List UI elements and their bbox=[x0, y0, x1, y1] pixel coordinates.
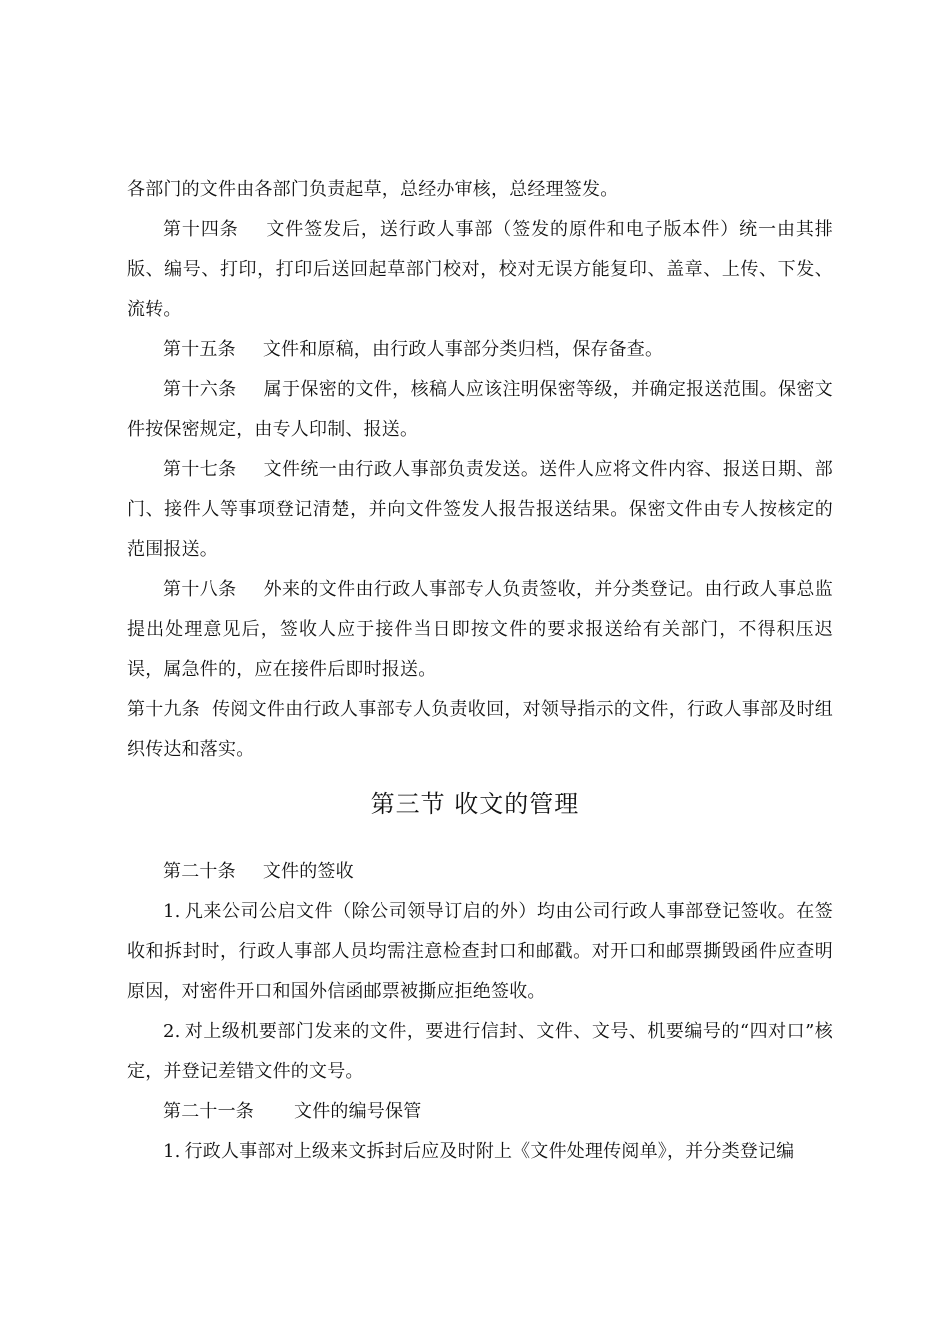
item-number: 2. bbox=[163, 1021, 181, 1042]
article-text: 文件签发后，送行政人事部（签发的原件和电子版本件）统一由其排版、编号、打印，打印后送回起草部门校对，校对无误方能复印、盖章、上传、下发、流转。 bbox=[127, 219, 833, 320]
article-20-item-1 bbox=[127, 892, 833, 1012]
article-label: 第十六条 bbox=[163, 379, 237, 400]
item-number: 1. bbox=[163, 901, 181, 922]
article-text: 外来的文件由行政人事部专人负责签收，并分类登记。由行政人事总监提出处理意见后，签收人应于接件当日即按文件的要求报送给有关部门，不得积压迟误，属急件的，应在接件后即时报送。 bbox=[127, 579, 833, 680]
article-text: 属于保密的文件，核稿人应该注明保密等级，并确定报送范围。保密文件按保密规定，由专人印制、报送。 bbox=[127, 379, 833, 440]
article-label: 第十五条 bbox=[163, 339, 236, 360]
article-14 bbox=[127, 210, 833, 330]
article-18 bbox=[127, 570, 833, 690]
article-15 bbox=[127, 330, 833, 370]
article-21 bbox=[127, 1092, 833, 1132]
article-19 bbox=[127, 690, 833, 770]
item-text: 对上级机要部门发来的文件，要进行信封、文件、文号、机要编号的“四对口”核定，并登记差错文件的文号。 bbox=[127, 1021, 833, 1082]
article-text: 文件的签收 bbox=[262, 861, 354, 882]
article-label: 第十四条 bbox=[163, 219, 239, 240]
article-label: 第十八条 bbox=[163, 579, 237, 600]
item-number: 1. bbox=[163, 1141, 181, 1162]
article-16 bbox=[127, 370, 833, 450]
article-label: 第二十条 bbox=[163, 861, 236, 882]
section-title: 第三节 收文的管理 bbox=[370, 790, 580, 818]
article-20-item-2 bbox=[127, 1012, 833, 1092]
article-label: 第十九条 bbox=[127, 699, 201, 720]
article-text: 文件和原稿，由行政人事部分类归档，保存备查。 bbox=[262, 339, 664, 360]
article-17 bbox=[127, 450, 833, 570]
paragraph-continued bbox=[127, 170, 833, 210]
item-text: 凡来公司公启文件（除公司领导订启的外）均由公司行政人事部登记签收。在签收和拆封时，行政人事部人员均需注意检查封口和邮戳。对开口和邮票撕毁函件应查明原因，对密件开口和国外信函邮票被撕应拒绝签收。 bbox=[127, 901, 833, 1002]
article-label: 第二十一条 bbox=[163, 1101, 254, 1122]
article-label: 第十七条 bbox=[163, 459, 237, 480]
article-20 bbox=[127, 852, 833, 892]
article-text: 传阅文件由行政人事部专人负责收回，对领导指示的文件，行政人事部及时组织传达和落实。 bbox=[127, 699, 833, 760]
item-text: 行政人事部对上级来文拆封后应及时附上《文件处理传阅单》，并分类登记编 bbox=[184, 1141, 795, 1162]
article-text: 文件的编号保管 bbox=[294, 1101, 422, 1122]
paragraph-text: 各部门的文件由各部门负责起草，总经办审核，总经理签发。 bbox=[127, 179, 619, 200]
article-text: 文件统一由行政人事部负责发送。送件人应将文件内容、报送日期、部门、接件人等事项登记清楚，并向文件签发人报告报送结果。保密文件由专人按核定的范围报送。 bbox=[127, 459, 833, 560]
article-21-item-1 bbox=[127, 1132, 833, 1172]
